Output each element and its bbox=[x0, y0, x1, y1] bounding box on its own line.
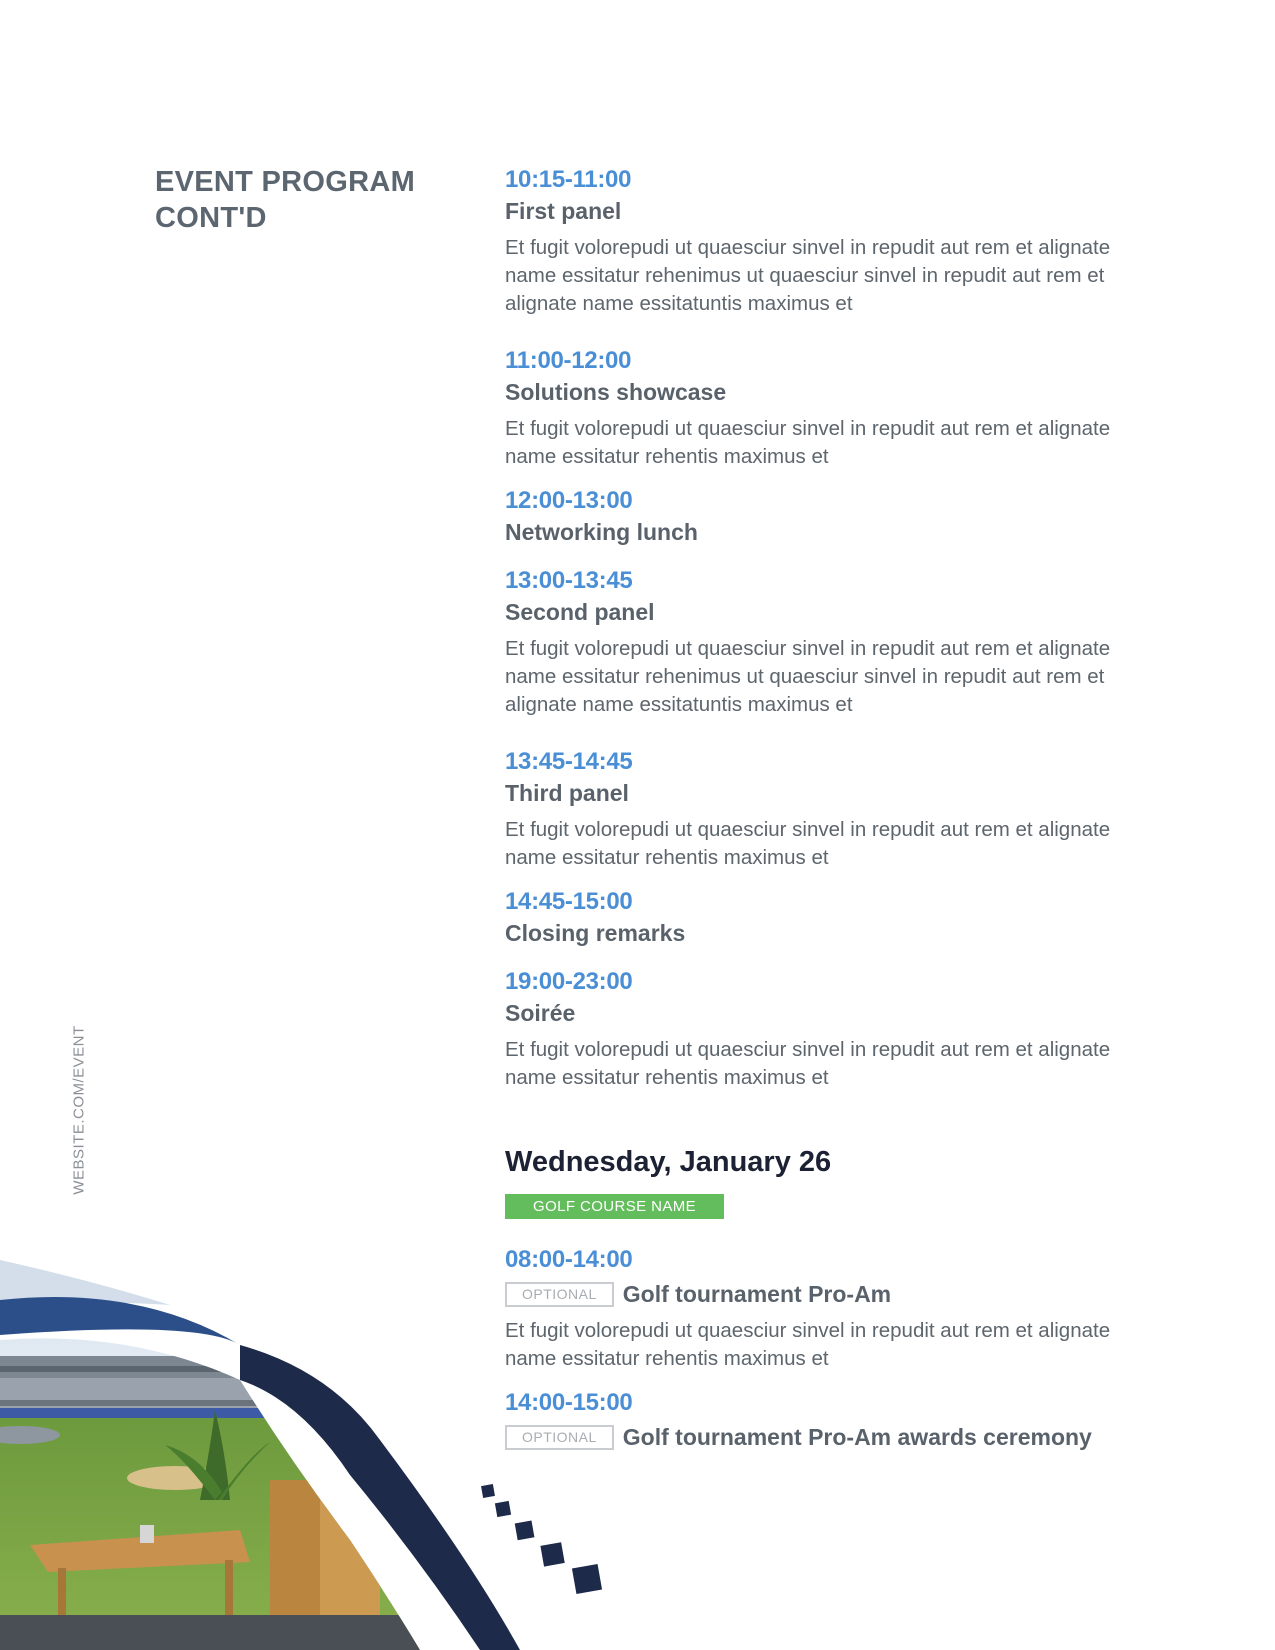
optional-badge: OPTIONAL bbox=[505, 1425, 614, 1450]
section-title-line2: CONT'D bbox=[155, 202, 267, 234]
event-title: Closing remarks bbox=[505, 920, 686, 946]
event-item bbox=[505, 346, 1145, 471]
event-item bbox=[505, 887, 1145, 948]
event-title: Golf tournament Pro-Am bbox=[622, 1281, 892, 1307]
event-time: 12:00-13:00 bbox=[505, 487, 633, 514]
section-title-line1: EVENT PROGRAM bbox=[155, 166, 416, 198]
event-title: Soirée bbox=[505, 1000, 576, 1026]
event-description: Et fugit volorepudi ut quaesciur sinvel in repudit aut rem et alignate name essitatur rehenimus ut quaesciur sinvel in repudit aut rem et alignate name essitatuntis maximus et bbox=[505, 637, 1111, 716]
event-item bbox=[505, 165, 1145, 318]
event-description: Et fugit volorepudi ut quaesciur sinvel in repudit aut rem et alignate name essitatur rehentis maximus et bbox=[505, 417, 1111, 468]
event-time: 10:15-11:00 bbox=[505, 166, 632, 193]
event-title: Networking lunch bbox=[505, 519, 698, 545]
event-title: Solutions showcase bbox=[505, 379, 727, 405]
event-item bbox=[505, 566, 1145, 719]
event-description: Et fugit volorepudi ut quaesciur sinvel in repudit aut rem et alignate name essitatur rehentis maximus et bbox=[505, 818, 1111, 869]
optional-badge: OPTIONAL bbox=[505, 1282, 614, 1307]
event-title: Third panel bbox=[505, 780, 629, 806]
event-description: Et fugit volorepudi ut quaesciur sinvel in repudit aut rem et alignate name essitatur rehentis maximus et bbox=[505, 1319, 1111, 1370]
event-time: 13:45-14:45 bbox=[505, 748, 633, 775]
event-title: First panel bbox=[505, 198, 622, 224]
section-title bbox=[155, 164, 415, 236]
event-item bbox=[505, 747, 1145, 872]
event-item bbox=[505, 486, 1145, 547]
event-time: 13:00-13:45 bbox=[505, 567, 633, 594]
event-title: Golf tournament Pro-Am awards ceremony bbox=[622, 1424, 1092, 1450]
ribbon-blue-stripe bbox=[0, 1297, 240, 1345]
venue-badge: GOLF COURSE NAME bbox=[505, 1194, 724, 1219]
event-description: Et fugit volorepudi ut quaesciur sinvel in repudit aut rem et alignate name essitatur rehenimus ut quaesciur sinvel in repudit aut rem et alignate name essitatuntis maximus et bbox=[505, 236, 1111, 315]
golf-venue-artwork bbox=[0, 1260, 660, 1650]
event-time: 14:45-15:00 bbox=[505, 888, 633, 915]
event-description: Et fugit volorepudi ut quaesciur sinvel in repudit aut rem et alignate name essitatur rehentis maximus et bbox=[505, 1038, 1111, 1089]
event-time: 19:00-23:00 bbox=[505, 968, 633, 995]
event-title: Second panel bbox=[505, 599, 655, 625]
event-item bbox=[505, 967, 1145, 1092]
event-time: 08:00-14:00 bbox=[505, 1246, 633, 1273]
event-time: 14:00-15:00 bbox=[505, 1389, 633, 1416]
event-time: 11:00-12:00 bbox=[505, 347, 632, 374]
day-heading: Wednesday, January 26 bbox=[505, 1146, 832, 1178]
schedule bbox=[505, 165, 1145, 1452]
checkered-flag-pattern bbox=[481, 1484, 602, 1594]
website-url[interactable]: WEBSITE.COM/EVENT bbox=[70, 1025, 88, 1195]
